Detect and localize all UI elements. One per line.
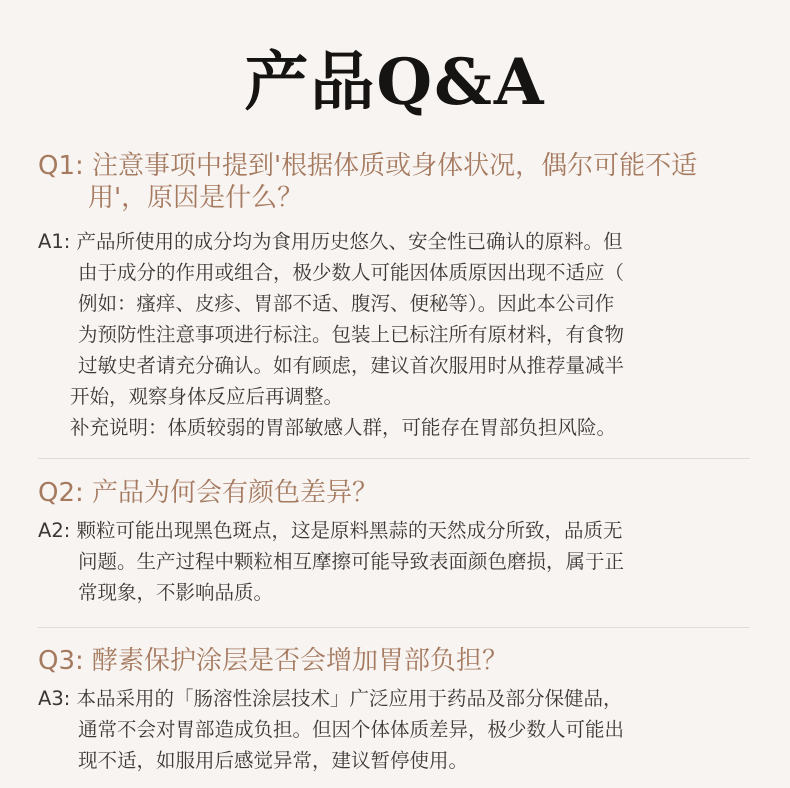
faq-answer-3: [38, 683, 756, 776]
answer-line: 开始，观察身体反应后再调整。: [70, 385, 344, 408]
page-title: 产品Q&A: [244, 45, 546, 120]
answer-line: 通常不会对胃部造成负担。但因个体体质差异，极少数人可能出: [78, 718, 625, 741]
answer-line: A3: 本品采用的「肠溶性涂层技术」广泛应用于药品及部分保健品，: [38, 687, 623, 710]
question-line: 用'，原因是什么？: [88, 183, 304, 213]
answer-line: 常现象，不影响品质。: [78, 581, 274, 604]
answer-line: 问题。生产过程中颗粒相互摩擦可能导致表面颜色磨损，属于正: [78, 550, 625, 573]
answer-line: A2: 颗粒可能出现黑色斑点，这是原料黑蒜的天然成分所致，品质无: [38, 519, 623, 542]
faq-item-1: [38, 150, 756, 443]
divider: [38, 458, 750, 459]
faq-answer-1: [38, 226, 756, 443]
faq-item-2: [38, 477, 756, 608]
question-line: Q2: 产品为何会有颜色差异？: [38, 478, 379, 508]
question-line: Q3: 酵素保护涂层是否会增加胃部负担？: [38, 646, 509, 676]
answer-line: 现不适，如服用后感觉异常，建议暂停使用。: [78, 749, 469, 772]
answer-line: 例如：瘙痒、皮疹、胃部不适、腹泻、便秘等）。因此本公司作: [78, 292, 615, 315]
faq-question-2: [38, 477, 756, 509]
faq-item-3: [38, 645, 756, 776]
answer-line: 过敏史者请充分确认。如有顾虑，建议首次服用时从推荐量减半: [78, 354, 625, 377]
supplementary-note: 补充说明：体质较弱的胃部敏感人群，可能存在胃部负担风险。: [70, 416, 617, 439]
question-line: Q1: 注意事项中提到'根据体质或身体状况，偶尔可能不适: [38, 151, 698, 181]
answer-line: 为预防性注意事项进行标注。包装上已标注所有原材料，有食物: [78, 323, 625, 346]
faq-answer-2: [38, 515, 756, 608]
faq-question-1: [38, 150, 756, 214]
answer-line: 由于成分的作用或组合，极少数人可能因体质原因出现不适应（: [78, 261, 625, 284]
faq-question-3: [38, 645, 756, 677]
answer-line: A1: 产品所使用的成分均为食用历史悠久、安全性已确认的原料。但: [38, 230, 623, 253]
divider: [38, 627, 750, 628]
